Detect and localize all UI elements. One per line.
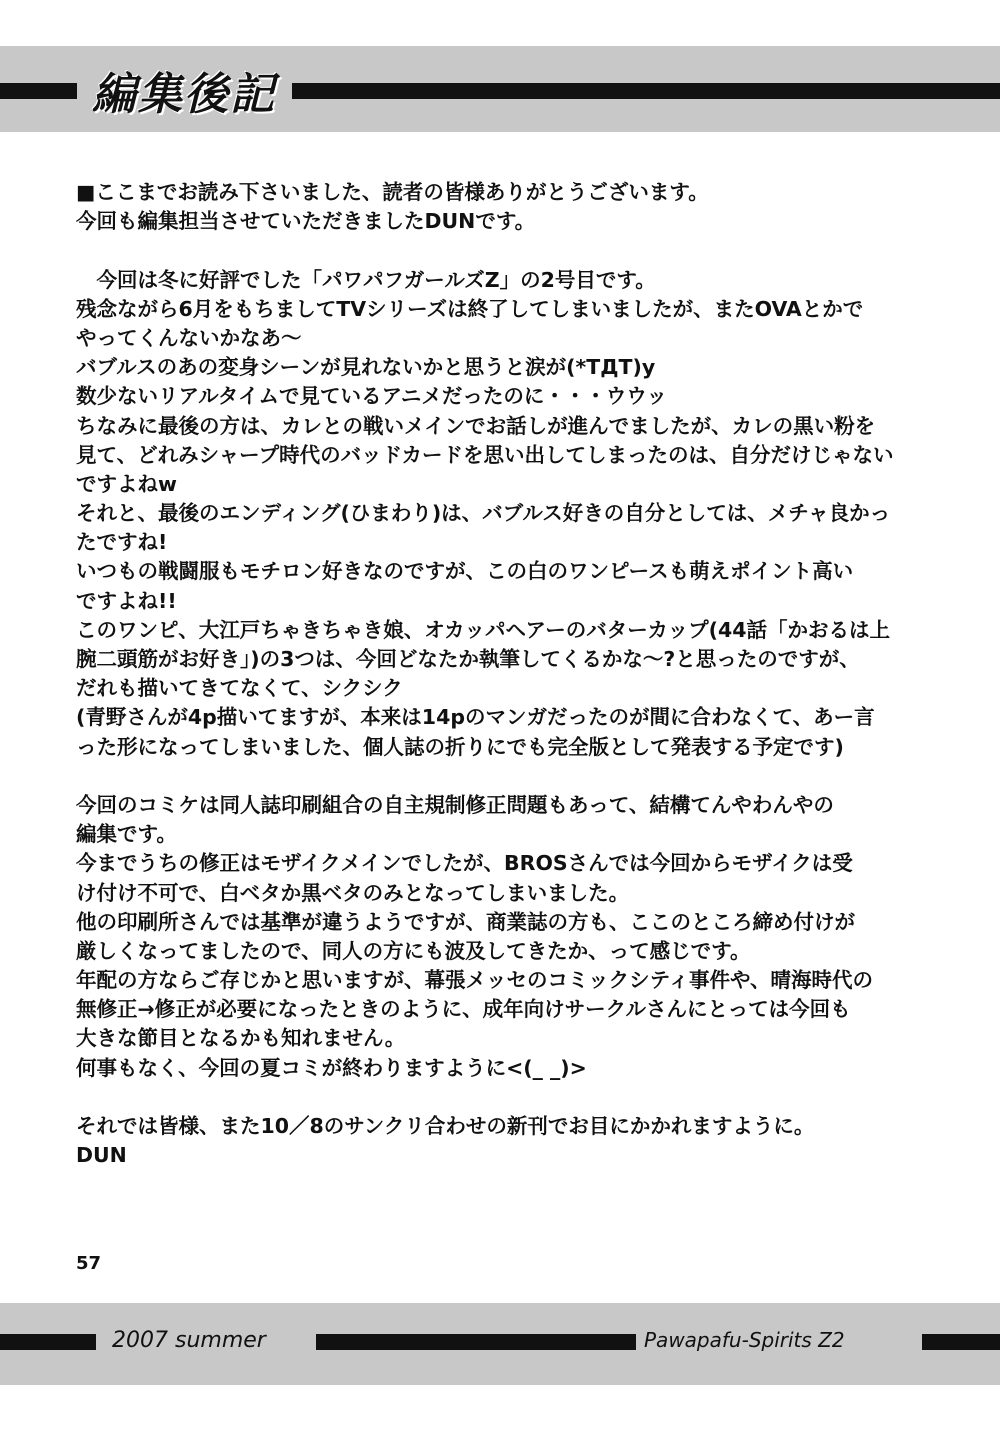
text-line: 他の印刷所さんでは基準が違うようですが、商業誌の方も、ここのところ締め付けが	[76, 909, 855, 934]
text-line: バブルスのあの変身シーンが見れないかと思うと涙が(*TДT)y	[76, 355, 656, 380]
text-line: それと、最後のエンディング(ひまわり)は、バブルス好きの自分としては、メチャ良かっ	[76, 501, 891, 526]
text-line: 年配の方ならご存じかと思いますが、幕張メッセのコミックシティ事件や、晴海時代の	[76, 968, 874, 993]
text-line: それでは皆様、また10／8のサンクリ合わせの新刊でお目にかかれますように。	[76, 1114, 815, 1138]
text-line: (青野さんが4p描いてますが、本来は14pのマンガだったのが間に合わなくて、あー言	[76, 705, 875, 730]
footer-bar-middle	[316, 1334, 636, 1350]
text-line: だれも描いてきてなくて、シクシク	[76, 676, 403, 701]
header-bar-right	[292, 83, 1000, 99]
page-title: 編集後記	[92, 69, 276, 120]
text-line: ちなみに最後の方は、カレとの戦いメインでお話しが進んでましたが、カレの黒い粉を	[76, 413, 876, 438]
text-line: 今回は冬に好評でした「パワパフガールズZ」の2号目です。	[76, 267, 656, 292]
text-line: このワンピ、大江戸ちゃきちゃき娘、オカッパヘアーのバターカップ(44話「かおるは上	[76, 617, 891, 642]
footer-date: 2007 summer	[112, 1328, 266, 1353]
text-line: った形になってしまいました、個人誌の折りにでも完全版として発表する予定です)	[76, 734, 844, 759]
page-number: 57	[76, 1253, 102, 1274]
text-line: 今回も編集担当させていただきましたDUNです。	[76, 209, 536, 234]
text-line: 今回のコミケは同人誌印刷組合の自主規制修正問題もあって、結構てんやわんやの	[76, 792, 834, 817]
text-line: け付け不可で、白ベタか黒ベタのみとなってしまいました。	[76, 880, 630, 905]
text-line: 腕二頭筋がお好き」)の3つは、今回どなたか執筆してくるかな～?と思ったのですが、	[76, 647, 860, 671]
editorial-body	[76, 178, 936, 1170]
text-line: 見て、どれみシャープ時代のバッドカードを思い出してしまったのは、自分だけじゃない	[76, 442, 894, 467]
text-line: 今までうちの修正はモザイクメインでしたが、BROSさんでは今回からモザイクは受	[76, 851, 853, 876]
blank-line	[76, 1083, 936, 1112]
text-line: やってくんないかなあ～	[76, 325, 302, 350]
blank-line	[76, 762, 936, 791]
footer-bar-left	[0, 1334, 96, 1350]
text-line: 数少ないリアルタイムで見ているアニメだったのに・・・ウウッ	[76, 384, 668, 409]
text-line: ■ここまでお読み下さいました、読者の皆様ありがとうございます。	[76, 180, 709, 204]
text-line: ですよねw	[76, 471, 177, 496]
text-line: 無修正→修正が必要になったときのように、成年向けサークルさんにとっては今回も	[76, 997, 851, 1022]
text-line: DUN	[76, 1143, 127, 1168]
header-bar-left	[0, 83, 77, 99]
text-line: 編集です。	[76, 822, 177, 847]
text-line: ですよね!!	[76, 588, 177, 613]
text-line: 何事もなく、今回の夏コミが終わりますように<(_ _)>	[76, 1055, 587, 1080]
footer-title: Pawapafu-Spirits Z2	[644, 1328, 845, 1352]
text-line: たですね!	[76, 530, 168, 555]
text-line: 大きな節目となるかも知れません。	[76, 1026, 406, 1051]
footer-bar-right	[922, 1334, 1000, 1350]
text-line: 厳しくなってましたので、同人の方にも波及してきたか、って感じです。	[76, 938, 751, 963]
text-line: 残念ながら6月をもちましてTVシリーズは終了してしまいましたが、またOVAとかで	[76, 296, 864, 321]
blank-line	[76, 236, 936, 265]
text-line: いつもの戦闘服もモチロン好きなのですが、この白のワンピースも萌えポイント高い	[76, 559, 854, 584]
